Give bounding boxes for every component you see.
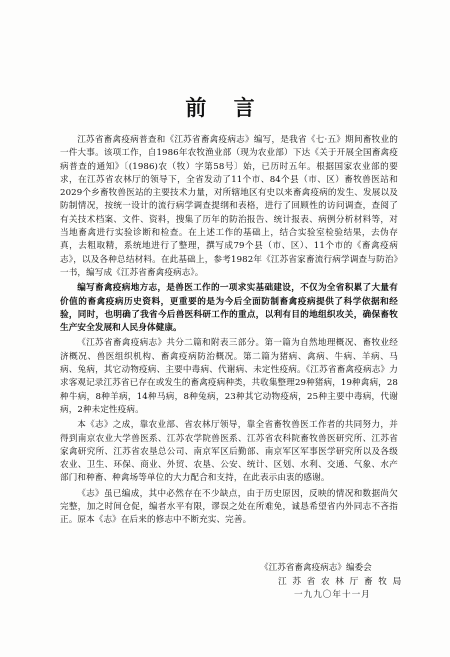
paragraph: 本《志》之成，靠农业部、省农林厅领导，靠全省畜牧兽医工作者的共同努力，并得到南京农业大学兽医系、江苏农学院兽医系、江苏省农科院畜牧兽医研究所、江苏省家禽研究所、江苏省农垦总公司、南京军区后勤部、南京军区军事医学研究所以及各级农业、卫生、环保、商业、外贸、农垦、公安、统计、区划、水利、交通、气象、水产部门和种畜、种禽场等单位的大力配合和支持，在此表示由衷的感谢。 — [60, 420, 398, 484]
signature-committee: 《江苏省畜禽疫病志》编委会 — [260, 563, 372, 573]
page-title: 前 言 — [185, 95, 265, 120]
signature-block — [260, 562, 403, 603]
paragraph: 编写畜禽疫病地方志，是兽医工作的一项求实基础建设，不仅为全省积累了大量有价值的畜禽疫病历史资料，更重要的是为今后全面防制畜禽疫病提供了科学依据和经验，同时，也明确了我省今后兽医科研工作的重点，以利有目的地组织攻关，确保畜牧生产安全发展和人民身体健康。 — [60, 283, 398, 334]
signature-bureau: 江 苏 省 农 林 厅 畜 牧 局 — [278, 576, 403, 587]
signature-date: 一九九〇年十一月 — [294, 590, 371, 600]
paragraph: 《江苏省畜禽疫病志》共分二篇和附表三部分。第一篇为自然地理概况、畜牧业经济概况、兽医组织机构、畜禽疫病防治概况。第二篇为猪病、禽病、牛病、羊病、马病、兔病，其它动物疫病、主要中毒病、代谢病、未定性疫病。《江苏省畜禽疫病志》力求客观记录江苏省已存在或发生的畜禽疫病种类，共收集整理29种猪病，19种禽病，28种牛病，8种羊病，14种马病，8种兔病，23种其它动物疫病，25种主要中毒病，代谢病，2种未定性疫病。 — [60, 338, 398, 415]
paragraph: 《志》虽已编成，其中必然存在不少缺点，由于历史原因，反映的情况和数据尚欠完整，加之时间仓促，编者水平有限，谬误之处在所难免，诚恳希望省内外同志不吝指正。原本《志》在后来的修志中不断充实、完善。 — [60, 488, 398, 526]
preface-body — [60, 134, 398, 530]
paragraph: 江苏省畜禽疫病普查和《江苏省畜禽疫病志》编写，是我省《七·五》期间畜牧业的一件大事。该项工作，自1986年农牧渔业部（现为农业部）下达《关于开展全国畜禽疫病普查的通知》〔(1986)农（牧）字第58号〕始，已历时五年。根据国家农业部的要求，在江苏省农林厅的领导下，全省发动了11个市、84个县（市、区）畜牧兽医站和2029个乡畜牧兽医站的主要技术力量，对所辖地区有史以来畜禽疫病的发生、发展以及防制情况，按统一设计的流行病学调查提纲和表格，进行了回顾性的访问调查，查阅了有关技术档案、文件、资料，搜集了历年的防治报告、统计报表、病例分析材料等，对当地畜禽进行实验诊断和检查。在上述工作的基础上，结合实验室检验结果，去伪存真，去粗取精，系统地进行了整理，撰写成79个县（市、区）、11个市的《畜禽疫病志》，以及各种总结材料。在此基础上，参考1982年《江苏省家畜流行病学调查与防治》一书，编写成《江苏省畜禽疫病志》。 — [60, 135, 398, 278]
